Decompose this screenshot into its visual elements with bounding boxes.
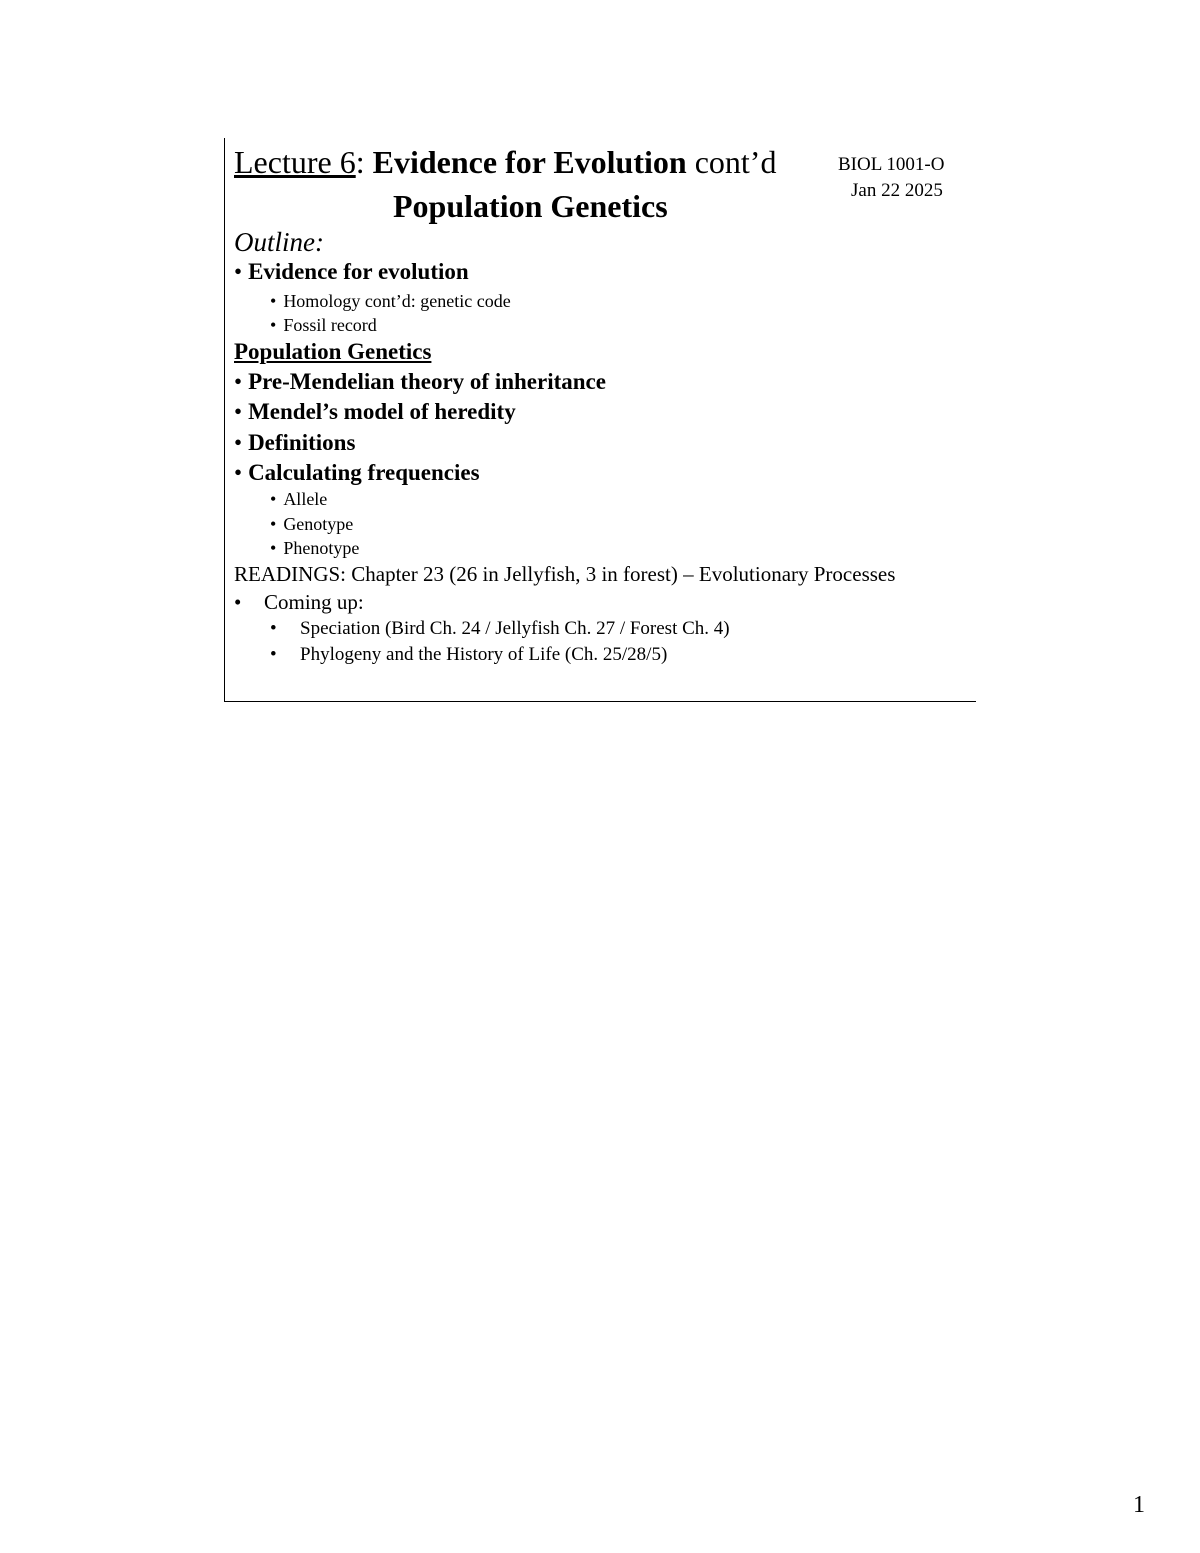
slide-title [234, 142, 776, 182]
sub-item-allele [270, 488, 327, 510]
coming-up-label: Coming up: [264, 590, 364, 614]
bullet: • [234, 399, 243, 424]
bullet: • [270, 538, 277, 558]
outline-item-calculating-frequencies [234, 459, 480, 487]
bullet: • [234, 590, 242, 614]
bullet: • [270, 489, 277, 509]
lecture-number: Lecture 6 [234, 144, 356, 180]
bullet: • [234, 430, 243, 455]
sub-item-genotype [270, 513, 353, 535]
sub-item-label: Allele [283, 489, 328, 509]
bullet: • [270, 291, 277, 311]
page-number: 1 [1133, 1492, 1145, 1518]
slide-subtitle: Population Genetics [393, 188, 668, 224]
outline-item-label: Calculating frequencies [248, 460, 480, 485]
outline-item-mendel-model [234, 398, 516, 426]
coming-up-item-label: Phylogeny and the History of Life (Ch. 25/28/5) [300, 644, 668, 665]
sub-item-label: Phenotype [283, 538, 360, 558]
bullet: • [270, 618, 277, 639]
title-colon: : [355, 144, 373, 180]
bullet: • [234, 460, 243, 485]
outline-label: Outline: [234, 227, 324, 257]
sub-item-label: Genotype [283, 514, 354, 534]
section-heading-population-genetics: Population Genetics [234, 339, 432, 364]
readings-line: READINGS: Chapter 23 (26 in Jellyfish, 3 in forest) – Evolutionary Processes [234, 562, 896, 586]
sub-item-label: Fossil record [283, 315, 377, 335]
sub-item-phenotype [270, 537, 359, 559]
coming-up-item-phylogeny [270, 643, 667, 667]
bullet: • [270, 315, 277, 335]
outline-item-label: Mendel’s model of heredity [248, 399, 516, 424]
course-code: BIOL 1001-O [838, 154, 945, 175]
sub-item-label: Homology cont’d: genetic code [283, 291, 511, 311]
bullet: • [234, 259, 243, 284]
coming-up-item-speciation [270, 617, 730, 641]
outline-item-definitions [234, 429, 355, 457]
coming-up-item-label: Speciation (Bird Ch. 24 / Jellyfish Ch. 27 / Forest Ch. 4) [300, 618, 730, 639]
bullet: • [270, 644, 277, 665]
coming-up [234, 589, 364, 615]
bullet: • [270, 514, 277, 534]
outline-item-label: Pre-Mendelian theory of inheritance [248, 369, 606, 394]
outline-item-label: Definitions [248, 430, 356, 455]
lecture-date: Jan 22 2025 [851, 180, 943, 201]
title-suffix: cont’d [686, 144, 777, 180]
sub-item-fossil-record [270, 314, 377, 336]
sub-item-homology [270, 290, 511, 312]
outline-item-pre-mendelian [234, 368, 606, 396]
bullet: • [234, 369, 243, 394]
title-main: Evidence for Evolution [372, 144, 687, 180]
outline-item-label: Evidence for evolution [248, 259, 469, 284]
outline-item-evidence [234, 258, 469, 286]
